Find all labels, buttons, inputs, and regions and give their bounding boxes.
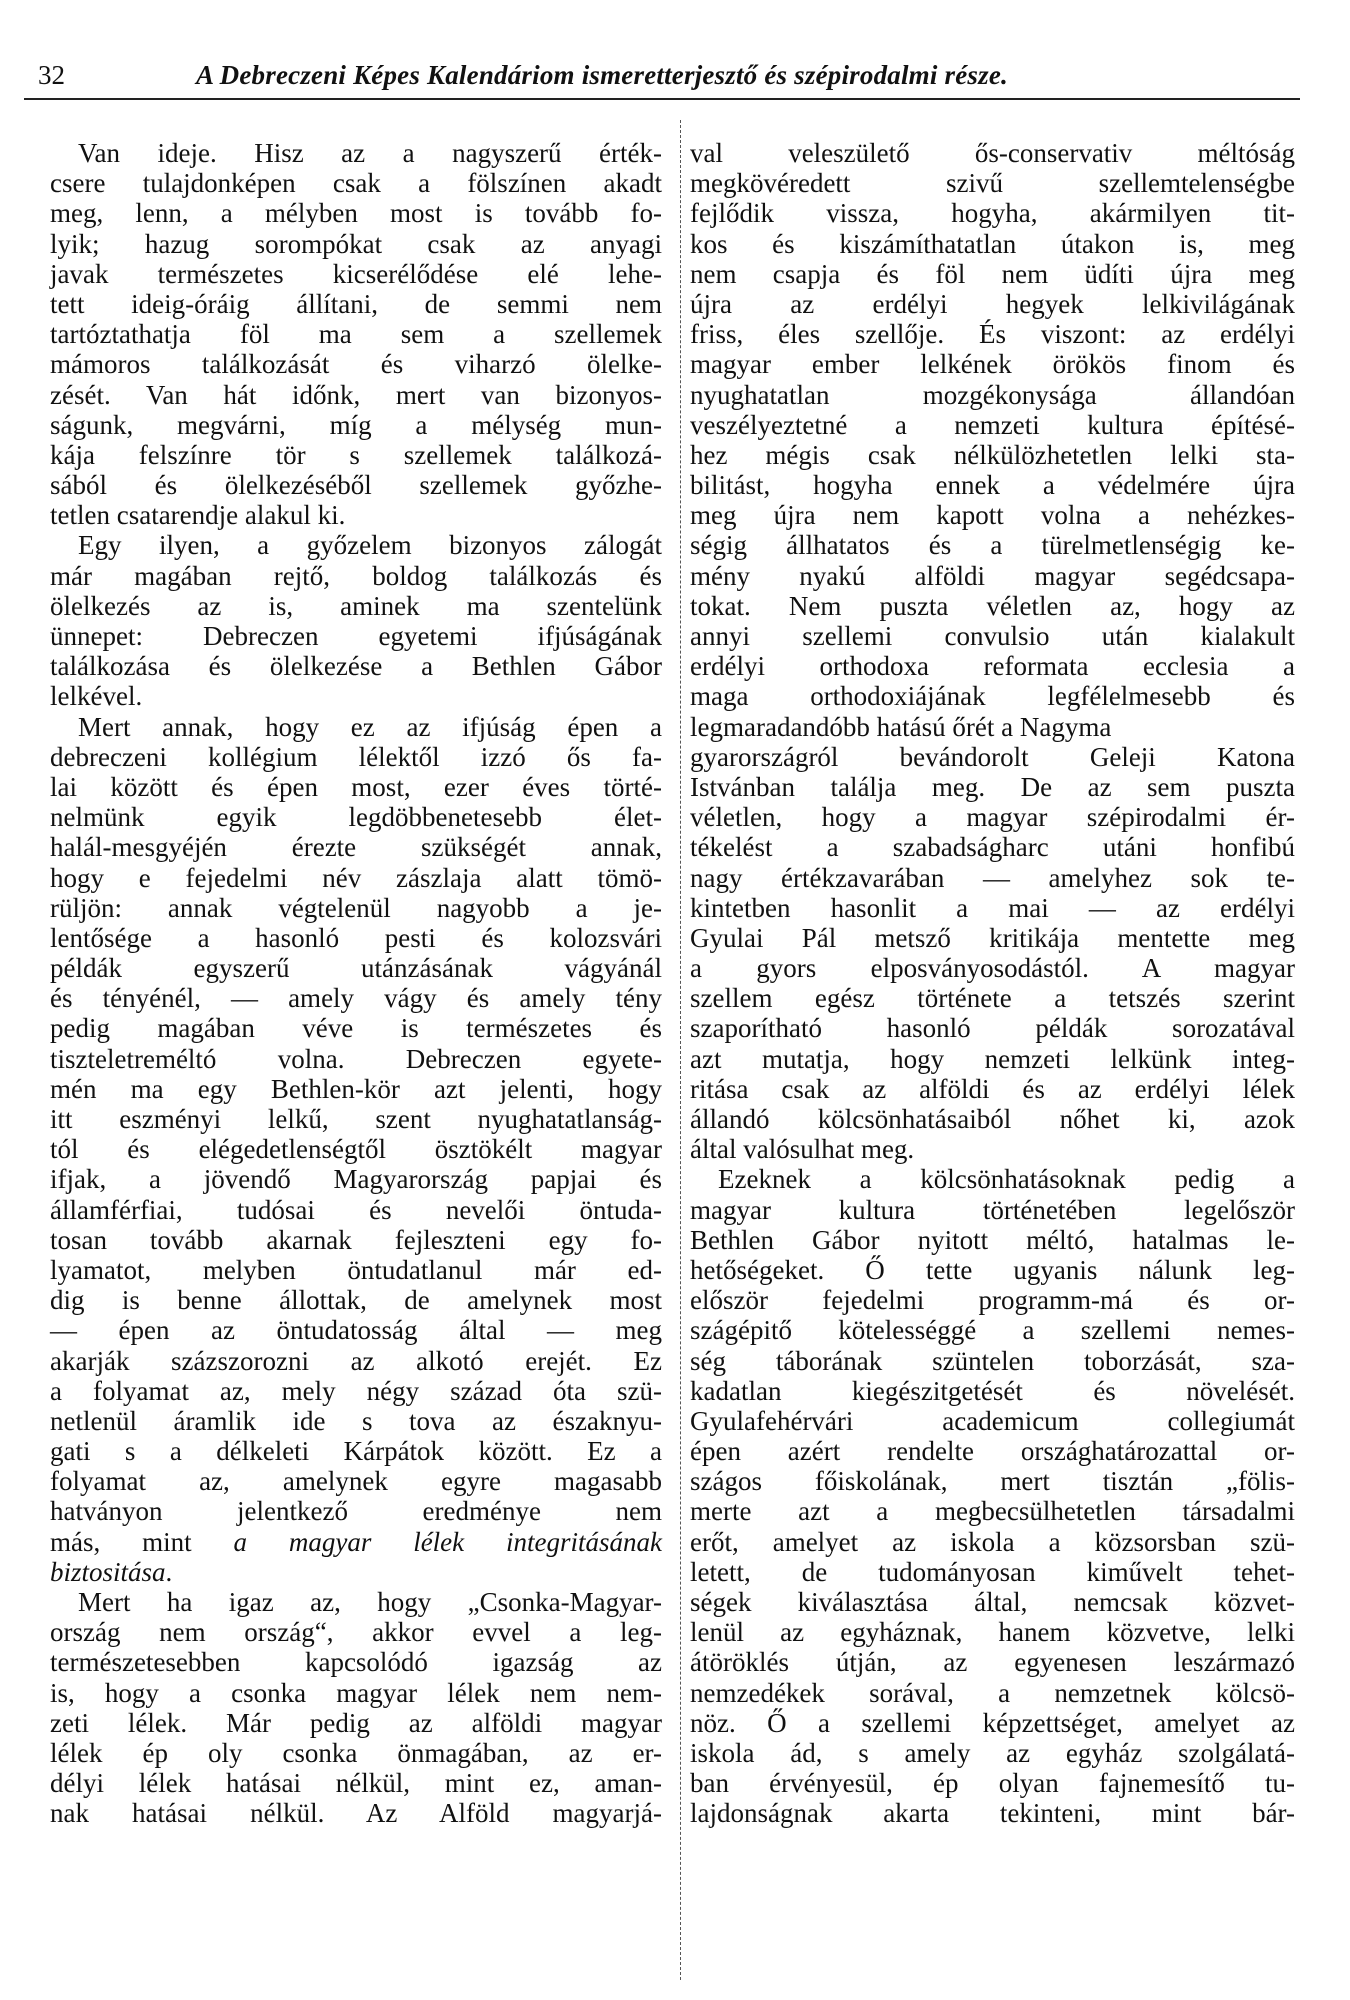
text-line: tett ideig-óráig állítani, de semmi nem: [50, 288, 662, 319]
text-line: Bethlen Gábor nyitott méltó, hatalmas le-: [690, 1224, 1295, 1255]
text-line: szágos főiskolának, mert tisztán „fölis-: [690, 1466, 1295, 1497]
text-line: ritása csak az alföldi és az erdélyi lélek: [690, 1073, 1295, 1104]
text-line: délyi lélek hatásai nélkül, mint ez, aman-: [50, 1768, 662, 1799]
header-rule: [24, 98, 1300, 100]
text-line: gati s a délkeleti Kárpátok között. Ez a: [50, 1436, 662, 1467]
text-line: Gyulafehérvári academicum collegiumát: [690, 1405, 1295, 1436]
text-line: állandó kölcsönhatásaiból nőhet ki, azok: [690, 1104, 1295, 1134]
page-number: 32: [38, 60, 65, 90]
text-line: Van ideje. Hisz az a nagyszerű érték-: [78, 138, 662, 168]
text-line: nagy értékzavarában — amelyhez sok te-: [690, 862, 1295, 893]
text-line: meg újra nem kapott volna a nehézkes-: [690, 500, 1295, 531]
text-line: szellem egész története a tetszés szerint: [690, 983, 1295, 1014]
text-line: Egy ilyen, a győzelem bizonyos zálogát: [78, 530, 662, 561]
text-line: ország nem ország“, akkor evvel a leg-: [50, 1617, 662, 1648]
text-line: lajdonságnak akarta tekinteni, mint bár-: [690, 1798, 1295, 1829]
text-line: fejlődik vissza, hogyha, akármilyen tit-: [690, 198, 1295, 229]
text-line: természetesebben kapcsolódó igazság az: [50, 1647, 662, 1678]
text-line: szágépitő kötelességgé a szellemi nemes-: [690, 1315, 1295, 1346]
text-line: hez mégis csak nélkülözhetetlen lelki sta-: [690, 439, 1295, 470]
text-line: erdélyi orthodoxa reformata ecclesia a: [690, 651, 1295, 682]
text-line: kintetben hasonlit a mai — az erdélyi: [690, 892, 1295, 923]
text-line: Ezeknek a kölcsönhatásoknak pedig a: [718, 1164, 1295, 1195]
text-line: lai között és épen most, ezer éves törté-: [50, 771, 662, 802]
text-line: újra az erdélyi hegyek lelkivilágának: [690, 288, 1295, 319]
text-line: folyamat az, amelynek egyre magasabb: [50, 1466, 662, 1497]
text-line: bilitást, hogyha ennek a védelmére újra: [690, 470, 1295, 501]
text-line: letett, de tudományosan kiművelt tehet-: [690, 1556, 1295, 1587]
text-line: kadatlan kiegészitgetését és növelését.: [690, 1375, 1295, 1406]
text-line: nyughatatlan mozgékonysága állandóan: [690, 379, 1295, 410]
column-divider: [680, 120, 681, 1980]
text-line: a gyors elposványosodástól. A magyar: [690, 953, 1295, 984]
emphasis-text: biztositása: [50, 1556, 166, 1587]
text-line: lentősége a hasonló pesti és kolozsvári: [50, 922, 662, 953]
text-line: Istvánban találja meg. De az sem puszta: [690, 771, 1295, 802]
right-column: [690, 138, 1295, 1829]
text-line: zését. Van hát időnk, mert van bizonyos-: [50, 379, 662, 410]
text-line: itt eszményi lelkű, szent nyughatatlanság-: [50, 1104, 662, 1134]
text-line: zeti lélek. Már pedig az alföldi magyar: [50, 1707, 662, 1738]
text-line: átöröklés útján, az egyenesen leszármazó: [690, 1647, 1295, 1678]
text-line: lyamatot, melyben öntudatlanul már ed-: [50, 1254, 662, 1285]
text-line: veszélyeztetné a nemzeti kultura építésé-: [690, 409, 1295, 440]
text-line: lélek ép oly csonka önmagában, az er-: [50, 1737, 662, 1768]
text-line: más, mint a magyar lélek integritásának: [50, 1526, 663, 1557]
text-line: sából és ölelkezéséből szellemek győzhe-: [50, 470, 662, 501]
text-line: hetőségeket. Ő tette ugyanis nálunk leg-: [690, 1254, 1295, 1285]
text-line: ségek kiválasztása által, nemcsak közvet-: [690, 1587, 1295, 1617]
text-line: hatványon jelentkező eredménye nem: [50, 1496, 662, 1527]
text-line: példák egyszerű utánzásának vágyánál: [50, 953, 662, 984]
text-line: tetlen csatarendje alakul ki.: [50, 500, 346, 531]
text-line: nöz. Ő a szellemi képzettséget, amelyet az: [690, 1707, 1295, 1738]
text-line: is, hogy a csonka magyar lélek nem nem-: [50, 1677, 662, 1708]
text-line: először fejedelmi programm-má és or-: [690, 1285, 1295, 1316]
text-line: lenül az egyháznak, hanem közvetve, lelki: [690, 1617, 1295, 1648]
text-line: — épen az öntudatosság által — meg: [50, 1315, 662, 1346]
text-line: tartóztathatja föl ma sem a szellemek: [50, 319, 662, 350]
text-line: iskola ád, s amely az egyház szolgálatá-: [690, 1737, 1295, 1768]
text-line: ség táborának szüntelen toborzását, sza-: [690, 1345, 1295, 1376]
text-line: erőt, amelyet az iskola a közsorsban szü-: [690, 1526, 1295, 1557]
text-line: épen azért rendelte országhatározattal or-: [690, 1436, 1295, 1467]
text-line: netlenül áramlik ide s tova az északnyu-: [50, 1405, 662, 1436]
text-line: tól és elégedetlenségtől ösztökélt magyar: [50, 1134, 662, 1165]
running-title: A Debreczeni Képes Kalendáriom ismeretterjesztő és szépirodalmi része.: [196, 60, 1008, 90]
text-line: azt mutatja, hogy nemzeti lelkünk integ-: [690, 1043, 1295, 1074]
text-line: lyik; hazug sorompókat csak az anyagi: [50, 228, 662, 259]
left-column: [50, 138, 662, 1829]
text-line: tokat. Nem puszta véletlen az, hogy az: [690, 590, 1295, 621]
text-line: kája felszínre tör s szellemek találkozá-: [50, 439, 662, 470]
text-line: halál-mesgyéjén érezte szükségét annak,: [50, 832, 662, 863]
text-line: ifjak, a jövendő Magyarország papjai és: [50, 1164, 662, 1195]
text-line: debreczeni kollégium lélektől izzó ős fa-: [50, 741, 662, 772]
text-line: államférfiai, tudósai és nevelői öntuda-: [50, 1194, 662, 1225]
text-line: akarják százszorozni az alkotó erejét. Ez: [50, 1345, 662, 1376]
emphasis-text: a magyar lélek integritásának: [233, 1526, 663, 1557]
text-line: tékelést a szabadságharc utáni honfibú: [690, 832, 1295, 863]
page-header: [24, 58, 1314, 102]
text-line: mámoros találkozását és viharzó ölelke-: [50, 349, 662, 380]
text-line: dig is benne állottak, de amelynek most: [50, 1285, 662, 1316]
text-line: találkozása és ölelkezése a Bethlen Gábor: [50, 651, 662, 682]
text-line: mény nyakú alföldi magyar segédcsapa-: [690, 560, 1295, 591]
text-line: legmaradandóbb hatású őrét a Nagyma: [690, 711, 1112, 742]
text-line: lelkével.: [50, 681, 143, 712]
text-line: már magában rejtő, boldog találkozás és: [50, 560, 662, 591]
text-line: szaporítható hasonló példák sorozatával: [690, 1013, 1295, 1044]
text-line: val veleszülető ős-conservativ méltóság: [690, 138, 1295, 168]
text-line: mén ma egy Bethlen-kör azt jelenti, hogy: [50, 1073, 662, 1104]
text-line: ségig állhatatos és a türelmetlenségig ke-: [690, 530, 1295, 561]
text-line: tosan tovább akarnak fejleszteni egy fo-: [50, 1224, 662, 1255]
text-line: friss, éles szellője. És viszont: az erdélyi: [690, 319, 1295, 350]
text-line: ünnepet: Debreczen egyetemi ifjúságának: [50, 621, 662, 651]
text-line: meg, lenn, a mélyben most is tovább fo-: [50, 198, 662, 229]
text-line: hogy e fejedelmi név zászlaja alatt tömö-: [50, 862, 662, 893]
text-line: megkövéredett szivű szellemtelenségbe: [690, 168, 1295, 199]
text-line: magyar ember lelkének örökös finom és: [690, 349, 1295, 380]
text-line: ban érvényesül, ép olyan fajnemesítő tu-: [690, 1768, 1295, 1799]
text-line: véletlen, hogy a magyar szépirodalmi ér-: [690, 802, 1295, 833]
text-line: tiszteletreméltó volna. Debreczen egyete-: [50, 1043, 662, 1074]
text-line: által valósulhat meg.: [690, 1134, 915, 1165]
text-line: és tényénél, — amely vágy és amely tény: [50, 983, 662, 1014]
text-line: merte azt a megbecsülhetetlen társadalmi: [690, 1496, 1295, 1527]
text-line: ságunk, megvárni, míg a mélység mun-: [50, 409, 662, 440]
text-line: nak hatásai nélkül. Az Alföld magyarjá-: [50, 1798, 662, 1829]
text-line: nem csapja és föl nem üdíti újra meg: [690, 258, 1295, 289]
text-line: csere tulajdonképen csak a fölszínen akadt: [50, 168, 662, 199]
text-line: Gyulai Pál metsző kritikája mentette meg: [690, 922, 1295, 953]
text-line: a folyamat az, mely négy század óta szü-: [50, 1375, 662, 1406]
text-line: nelmünk egyik legdöbbenetesebb élet-: [50, 802, 662, 833]
text-line: gyarországról bevándorolt Geleji Katona: [690, 741, 1295, 772]
text-line: ölelkezés az is, aminek ma szentelünk: [50, 590, 662, 621]
text-line: rüljön: annak végtelenül nagyobb a je-: [50, 892, 662, 923]
text-line: kos és kiszámíthatatlan útakon is, meg: [690, 228, 1295, 259]
text-line: annyi szellemi convulsio után kialakult: [690, 621, 1295, 651]
text-line: pedig magában véve is természetes és: [50, 1013, 662, 1044]
text-line: nemzedékek sorával, a nemzetnek kölcsö-: [690, 1677, 1295, 1708]
text-line: Mert annak, hogy ez az ifjúság épen a: [78, 711, 662, 742]
text-line: biztositása.: [50, 1556, 173, 1587]
text-line: javak természetes kicserélődése elé lehe-: [50, 258, 662, 289]
text-line: maga orthodoxiájának legfélelmesebb és: [690, 681, 1295, 712]
text-line: Mert ha igaz az, hogy „Csonka-Magyar-: [78, 1587, 662, 1617]
text-line: magyar kultura történetében legelőször: [690, 1194, 1295, 1225]
